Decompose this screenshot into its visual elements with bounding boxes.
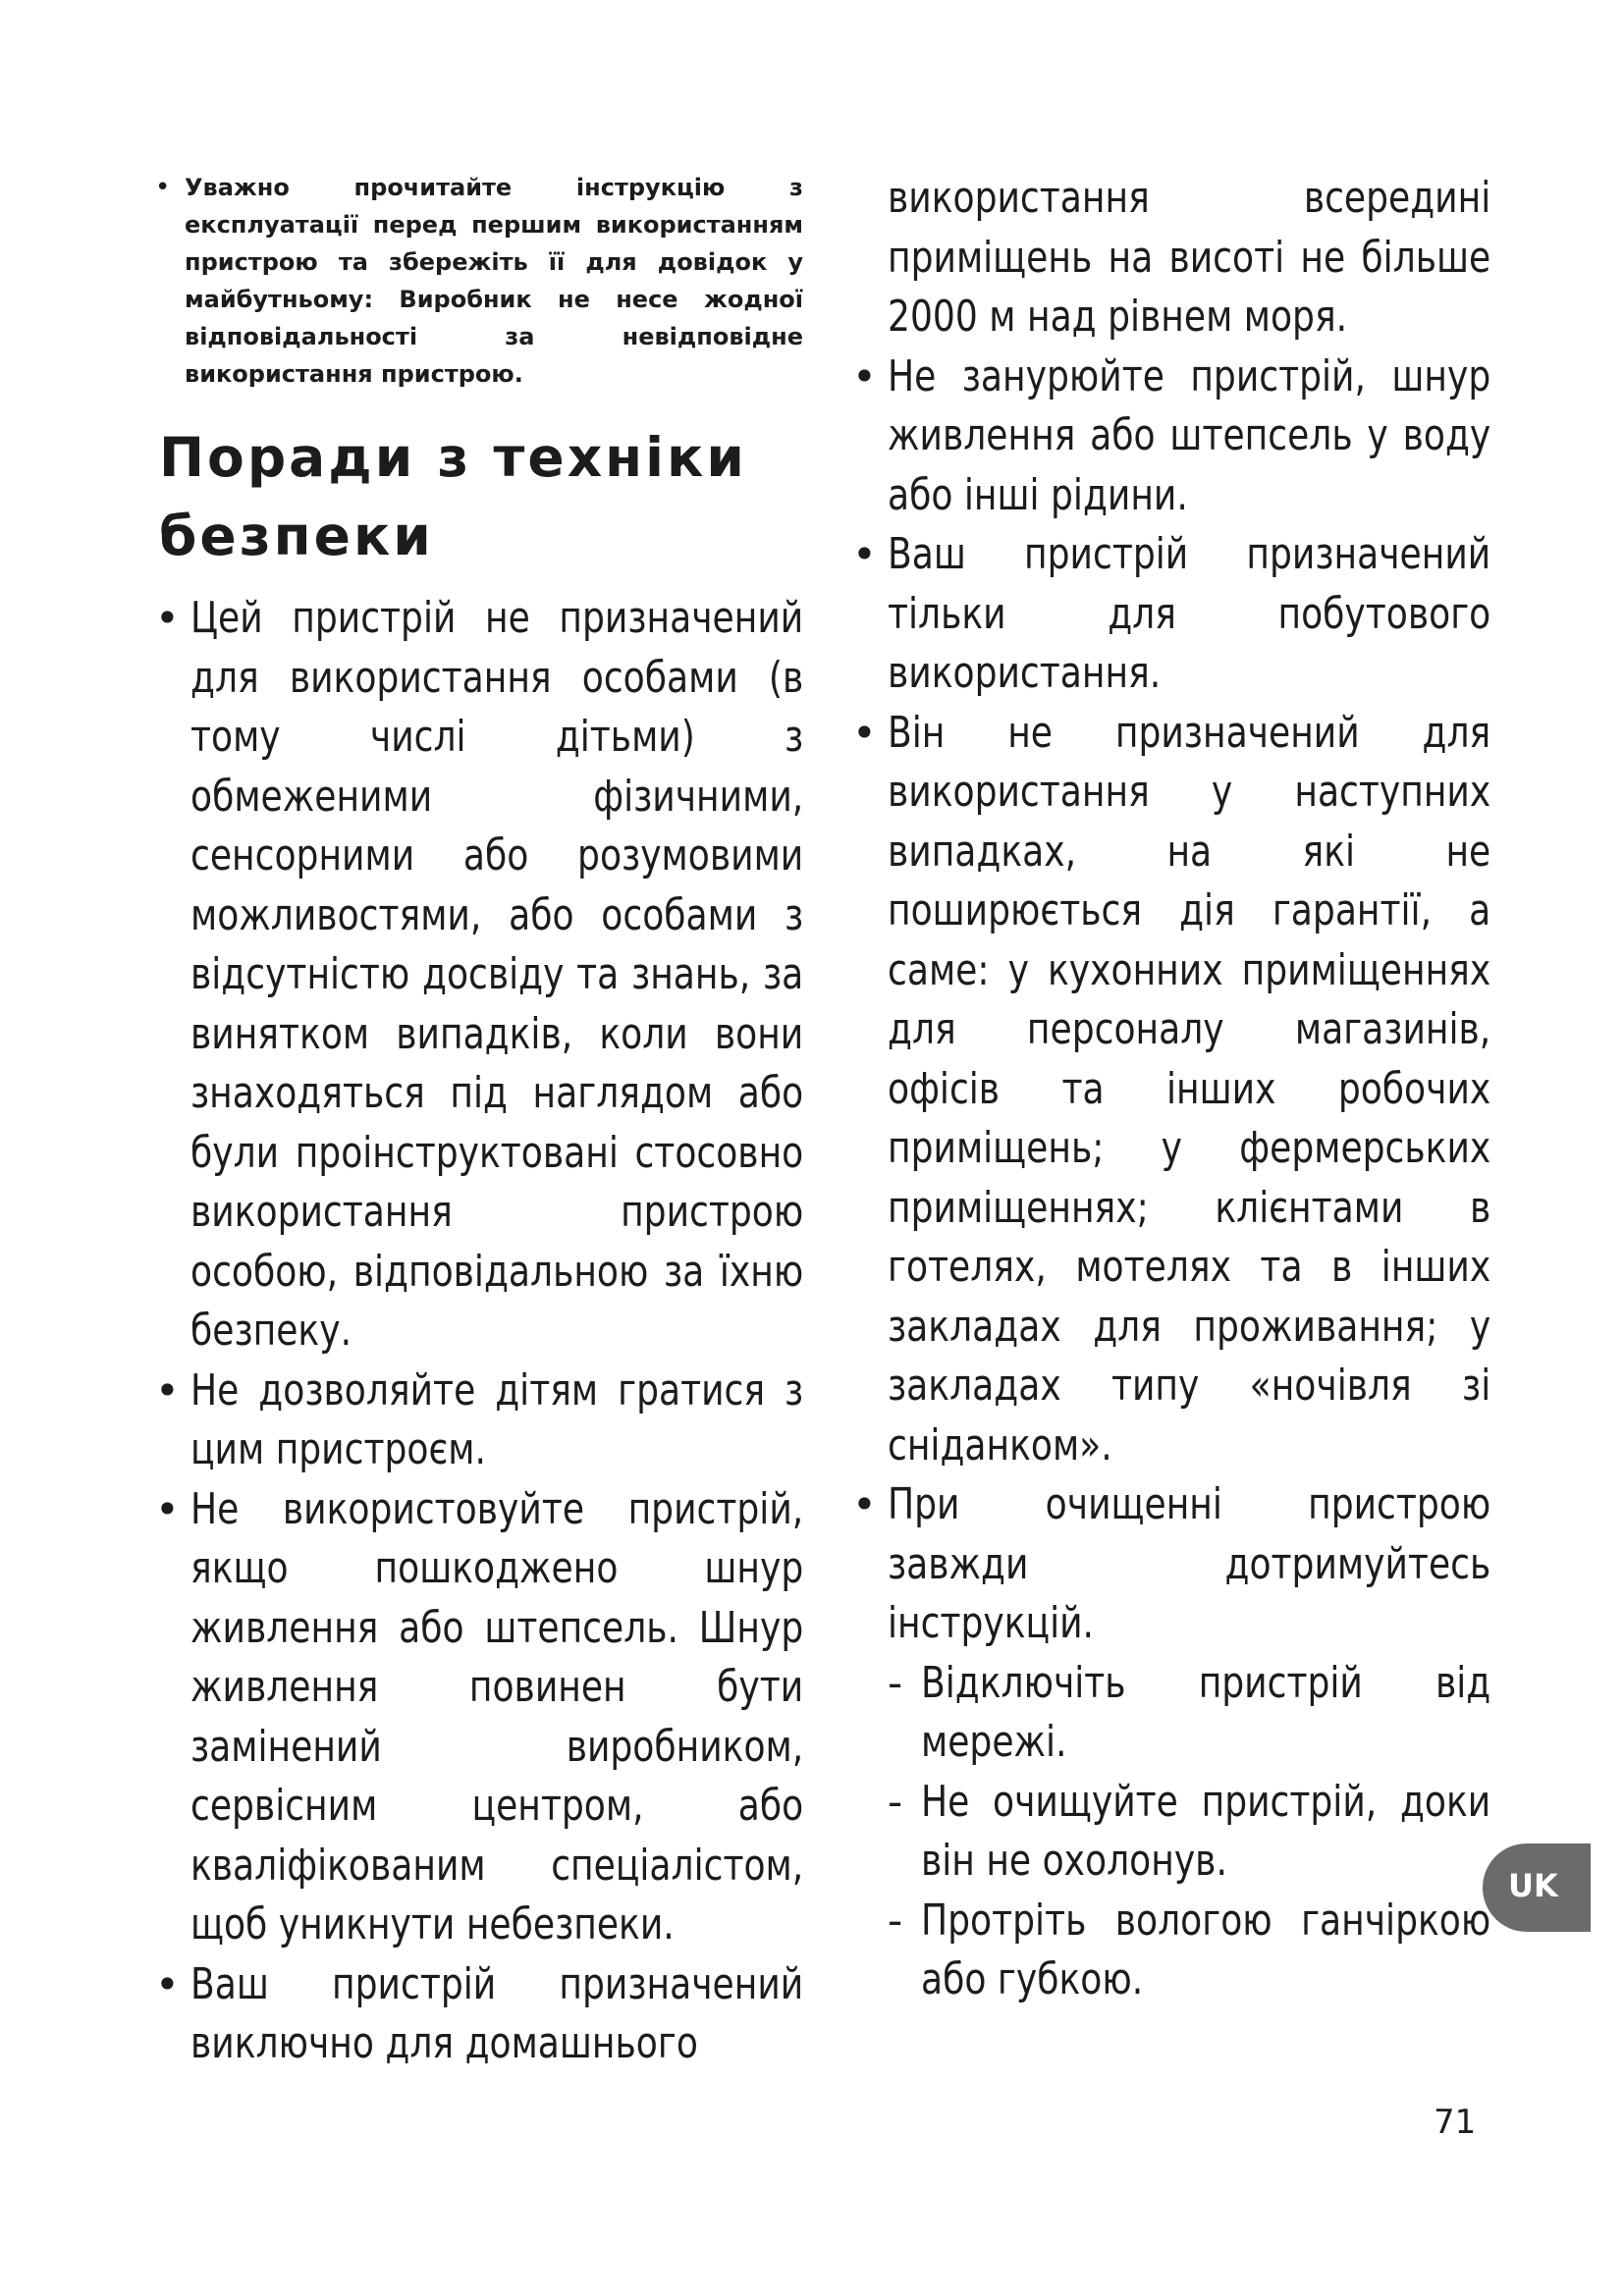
dash: - [888,1896,903,1945]
page-number: 71 [1434,2103,1477,2142]
list-item-text: Він не призначений для використання у наступних випадках, на які не поширюється дія гарантії, а саме: у кухонних приміщеннях для персоналу магазинів, офісів та інших робочих приміщень; у фермерських приміщеннях; клієнтами в готелях, мотелях та в інших закладах для проживання; у закладах типу «ночівля зі сніданком». [888,707,1491,1470]
list-item-text: При очищенні пристрою завжди дотримуйтесь інструкцій. [888,1479,1491,1648]
language-tab-label: UK [1508,1867,1558,1904]
bullet: • [155,1484,180,1533]
list-item [852,347,1490,526]
cleaning-step-text: Не очищуйте пристрій, доки він не охолонув. [921,1776,1491,1886]
list-item [852,525,1490,704]
cleaning-step-text: Відключіть пристрій від мережі. [921,1657,1491,1767]
list-item-text: Не дозволяйте дітям гратися з цим пристроєм. [190,1364,804,1474]
list-item-text: Не занурюйте пристрій, шнур живлення або штепсель у воду або інші рідини. [888,350,1491,520]
list-item-text: Цей пристрій не призначений для використання особами (в тому числі дітьми) з обмеженими фізичними, сенсорними або розумовими можливостями, або особами з відсутністю досвіду та знань, за винятком випадків, коли вони знаходяться під наглядом або були проінструктовані стосовно використання пристрою особою, відповідальною за їхню безпеку. [190,593,804,1356]
cleaning-step [888,1654,1490,1773]
list-item [852,704,1490,1476]
section-heading: Поради з техніки безпеки [159,426,747,567]
bullet: • [852,351,877,400]
continued-text [852,169,1490,347]
bullet: • [852,1480,877,1528]
list-item-text: Ваш пристрій призначений виключно для домашнього [190,1958,804,2068]
list-item [155,1480,803,1955]
bullet: • [155,594,180,642]
bullet: • [852,530,877,578]
bullet: • [155,1959,180,2008]
continuation-text: використання всередині приміщень на висоті не більше 2000 м над рівнем моря. [888,173,1491,342]
bullet: • [155,173,171,202]
list-item [155,1362,803,1480]
list-item [852,1475,1490,1654]
dash: - [888,1658,903,1707]
bullet: • [155,1365,180,1415]
list-item [155,1955,803,2074]
dash: - [888,1777,903,1826]
cleaning-step-text: Протріть вологою ганчіркою або губкою. [921,1895,1491,2004]
cleaning-step [888,1773,1490,1892]
language-tab [1483,1843,1591,1932]
bullet: • [852,708,877,757]
list-item [155,589,803,1362]
right-column [852,169,1490,2010]
list-item-text: Не використовуйте пристрій, якщо пошкоджено шнур живлення або штепсель. Шнур живлення повинен бути замінений виробником, сервісним центром, або кваліфікованим спеціалістом, щоб уникнути небезпеки. [190,1483,804,1949]
left-column [155,169,803,2074]
cleaning-step [888,1892,1490,2010]
list-item-text: Ваш пристрій призначений тільки для побутового використання. [888,529,1491,698]
intro-text: Уважно прочитайте інструкцію з експлуатації перед першим використанням пристрою та збережіть її для довідок у майбутньому: Виробник не несе жодної відповідальності за невідповідне використання пристрою. [185,174,803,388]
intro-note [155,169,803,393]
